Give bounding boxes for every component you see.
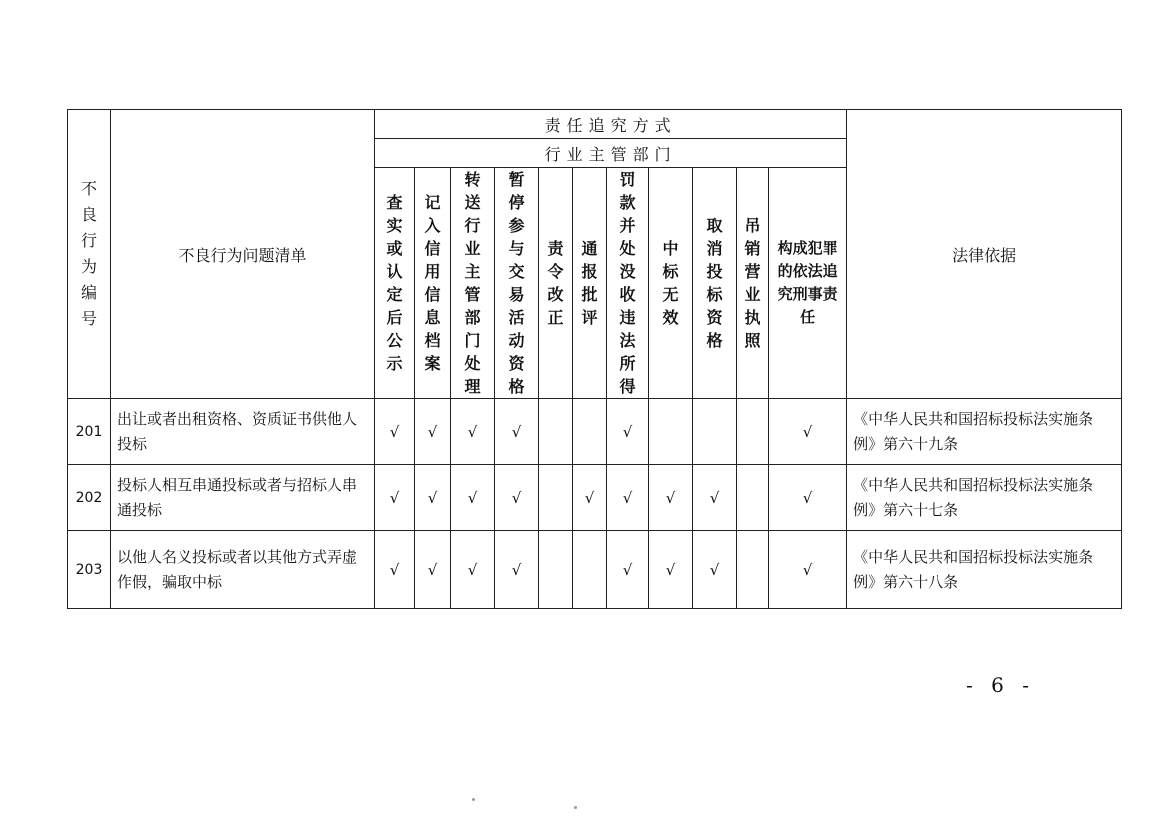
check-cell: √: [451, 465, 495, 531]
header-subgroup-label: 行业主管部门: [544, 144, 677, 164]
header-number-label: 不良行为编号: [80, 179, 97, 328]
measure-header: [415, 168, 451, 399]
table-row: [68, 531, 1122, 609]
row-issue: 出让或者出租资格、资质证书供他人投标: [111, 399, 375, 465]
check-cell: [649, 399, 693, 465]
check-cell: √: [607, 531, 649, 609]
measure-header: [649, 168, 693, 399]
measure-header: [737, 168, 769, 399]
check-cell: √: [415, 531, 451, 609]
row-number: 202: [68, 465, 111, 531]
check-cell: √: [495, 399, 539, 465]
check-cell: √: [573, 465, 607, 531]
header-group: [375, 110, 847, 139]
check-cell: √: [649, 531, 693, 609]
scan-speck: [472, 798, 475, 801]
measure-label: 中标无效: [662, 239, 679, 327]
measure-header: [607, 168, 649, 399]
check-cell: √: [649, 465, 693, 531]
check-cell: √: [769, 531, 847, 609]
measure-label: 查实或认定后公示: [386, 193, 403, 373]
page-number: - 6 -: [966, 673, 1035, 697]
check-cell: [539, 465, 573, 531]
check-cell: [573, 399, 607, 465]
row-law: 《中华人民共和国招标投标法实施条例》第六十九条: [847, 399, 1122, 465]
check-cell: √: [415, 399, 451, 465]
row-number: 201: [68, 399, 111, 465]
check-cell: [573, 531, 607, 609]
row-issue: 投标人相互串通投标或者与招标人串通投标: [111, 465, 375, 531]
check-cell: √: [375, 399, 415, 465]
measure-label: 责令改正: [547, 239, 564, 327]
measure-label: 通报批评: [581, 239, 598, 327]
measure-label: 构成犯罪的依法追究刑事责任: [777, 239, 838, 326]
liability-table: [67, 109, 1122, 609]
check-cell: √: [375, 465, 415, 531]
measure-label: 转送行业主管部门处理: [464, 170, 481, 396]
check-cell: [539, 399, 573, 465]
row-law: 《中华人民共和国招标投标法实施条例》第六十七条: [847, 465, 1122, 531]
check-cell: √: [607, 399, 649, 465]
measure-header: [375, 168, 415, 399]
measure-header: [539, 168, 573, 399]
header-issue: [111, 110, 375, 399]
check-cell: √: [693, 531, 737, 609]
check-cell: [539, 531, 573, 609]
row-law: 《中华人民共和国招标投标法实施条例》第六十八条: [847, 531, 1122, 609]
check-cell: [693, 399, 737, 465]
measure-header: [693, 168, 737, 399]
check-cell: √: [607, 465, 649, 531]
header-subgroup: [375, 139, 847, 168]
row-issue: 以他人名义投标或者以其他方式弄虚作假，骗取中标: [111, 531, 375, 609]
header-issue-label: 不良行为问题清单: [178, 245, 307, 265]
header-number: [68, 110, 111, 399]
measure-label: 吊销营业执照: [744, 216, 761, 350]
measure-label: 暂停参与交易活动资格: [508, 170, 525, 396]
header-law-label: 法律依据: [952, 245, 1017, 265]
measure-label: 罚款并处没收违法所得: [619, 170, 636, 396]
header-group-label: 责任追究方式: [544, 115, 677, 135]
measure-header: [573, 168, 607, 399]
measure-header: [451, 168, 495, 399]
measure-label: 记入信用信息档案: [424, 193, 441, 373]
table-row: [68, 399, 1122, 465]
check-cell: √: [495, 531, 539, 609]
check-cell: √: [451, 399, 495, 465]
scan-speck: [574, 806, 577, 809]
measure-header: [769, 168, 847, 399]
row-number: 203: [68, 531, 111, 609]
check-cell: √: [769, 465, 847, 531]
check-cell: √: [415, 465, 451, 531]
header-law: [847, 110, 1122, 399]
measure-header: [495, 168, 539, 399]
check-cell: √: [375, 531, 415, 609]
table-row: [68, 465, 1122, 531]
check-cell: √: [693, 465, 737, 531]
check-cell: √: [495, 465, 539, 531]
check-cell: √: [451, 531, 495, 609]
check-cell: [737, 399, 769, 465]
check-cell: [737, 531, 769, 609]
check-cell: [737, 465, 769, 531]
check-cell: √: [769, 399, 847, 465]
measure-label: 取消投标资格: [706, 216, 723, 350]
